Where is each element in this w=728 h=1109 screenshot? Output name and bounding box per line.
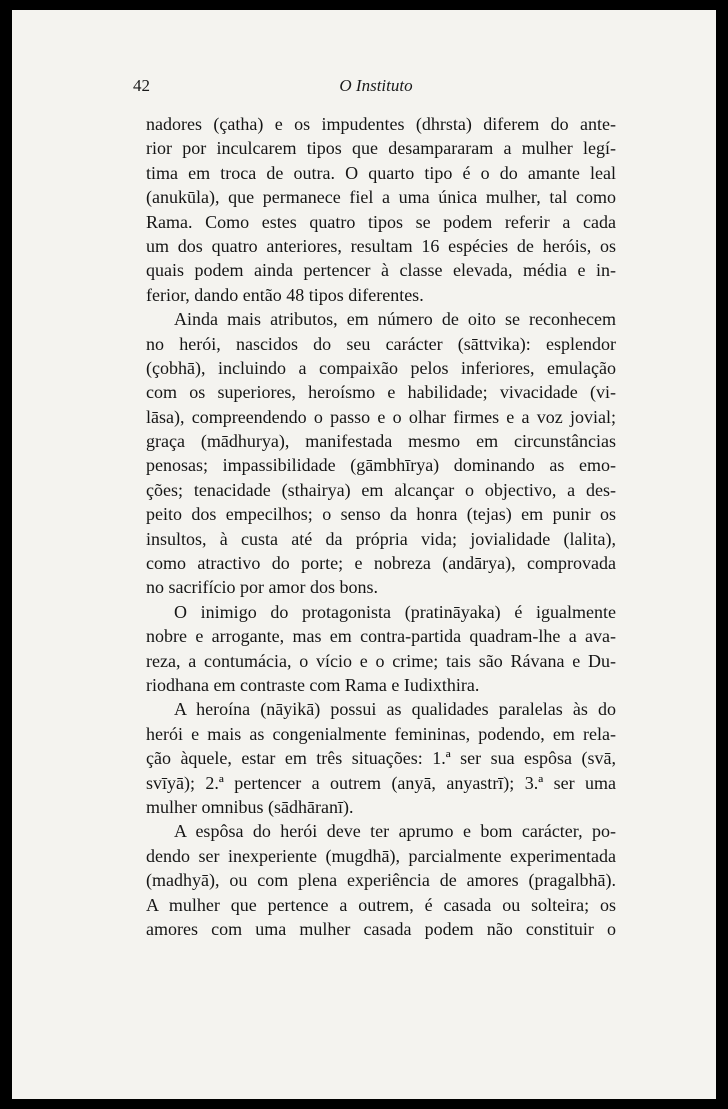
text-line: peito dos empecilhos; o senso da honra (tejas) em punir os: [146, 504, 616, 525]
text-line: lāsa), compreendendo o passo e o olhar firmes e a voz jovial;: [146, 406, 616, 427]
text-line: ferior, dando então 48 tipos diferentes.: [146, 284, 424, 305]
running-title: O Instituto: [339, 76, 413, 95]
text-line: um dos quatro anteriores, resultam 16 espécies de heróis, os: [146, 235, 616, 256]
text-line: dendo ser inexperiente (mugdhā), parcialmente experimentada: [146, 845, 616, 866]
text-line: com os superiores, heroísmo e habilidade; vivacidade (vi-: [146, 382, 616, 403]
text-line: svīyā); 2.ª pertencer a outrem (anyā, anyastrī); 3.ª ser uma: [146, 772, 616, 793]
text-line: como atractivo do porte; e nobreza (andārya), comprovada: [146, 553, 616, 574]
text-line: penosas; impassibilidade (gāmbhīrya) dominando as emo-: [146, 455, 616, 476]
text-line: mulher omnibus (sādhāranī).: [146, 796, 354, 817]
text-line: A heroína (nāyikā) possui as qualidades paralelas às do: [174, 699, 616, 720]
page-number: 42: [133, 76, 150, 95]
text-line: Ainda mais atributos, em número de oito se reconhecem: [174, 309, 616, 330]
page-header: [133, 76, 619, 100]
text-line: ções; tenacidade (sthairya) em alcançar o objectivo, a des-: [146, 479, 616, 500]
text-line: herói e mais as congenialmente femininas, podendo, em rela-: [146, 723, 616, 744]
text-line: Rama. Como estes quatro tipos se podem referir a cada: [146, 211, 616, 232]
text-line: no sacrifício por amor dos bons.: [146, 577, 378, 598]
body-text: [146, 112, 616, 941]
text-line: reza, a contumácia, o vício e o crime; tais são Rávana e Du-: [146, 650, 616, 671]
text-line: quais podem ainda pertencer à classe elevada, média e in-: [146, 260, 616, 281]
text-line: (madhyā), ou com plena experiência de amores (pragalbhā).: [146, 870, 616, 891]
text-line: A espôsa do herói deve ter aprumo e bom carácter, po-: [174, 821, 616, 842]
text-line: O inimigo do protagonista (pratināyaka) é igualmente: [174, 601, 616, 622]
text-line: no herói, nascidos do seu carácter (sāttvika): esplendor: [146, 333, 616, 354]
text-line: ção àquele, estar em três situações: 1.ª ser sua espôsa (svā,: [146, 748, 616, 769]
text-line: nobre e arrogante, mas em contra-partida quadram-lhe a ava-: [146, 626, 616, 647]
text-line: tima em troca de outra. O quarto tipo é o do amante leal: [146, 162, 616, 183]
text-line: insultos, à custa até da própria vida; jovialidade (lalita),: [146, 528, 616, 549]
text-line: nadores (çatha) e os impudentes (dhrsta) diferem do ante-: [146, 114, 616, 134]
text-line: rior por inculcarem tipos que desampararam a mulher legí-: [146, 138, 616, 159]
text-line: graça (mādhurya), manifestada mesmo em circunstâncias: [146, 431, 616, 452]
text-line: (çobhā), incluindo a compaixão pelos inferiores, emulação: [146, 357, 616, 378]
text-line: riodhana em contraste com Rama e Iudixthira.: [146, 674, 480, 695]
text-line: (anukūla), que permanece fiel a uma única mulher, tal como: [146, 187, 616, 208]
text-line: A mulher que pertence a outrem, é casada ou solteira; os: [146, 894, 616, 915]
text-line: amores com uma mulher casada podem não constituir o: [146, 918, 616, 939]
